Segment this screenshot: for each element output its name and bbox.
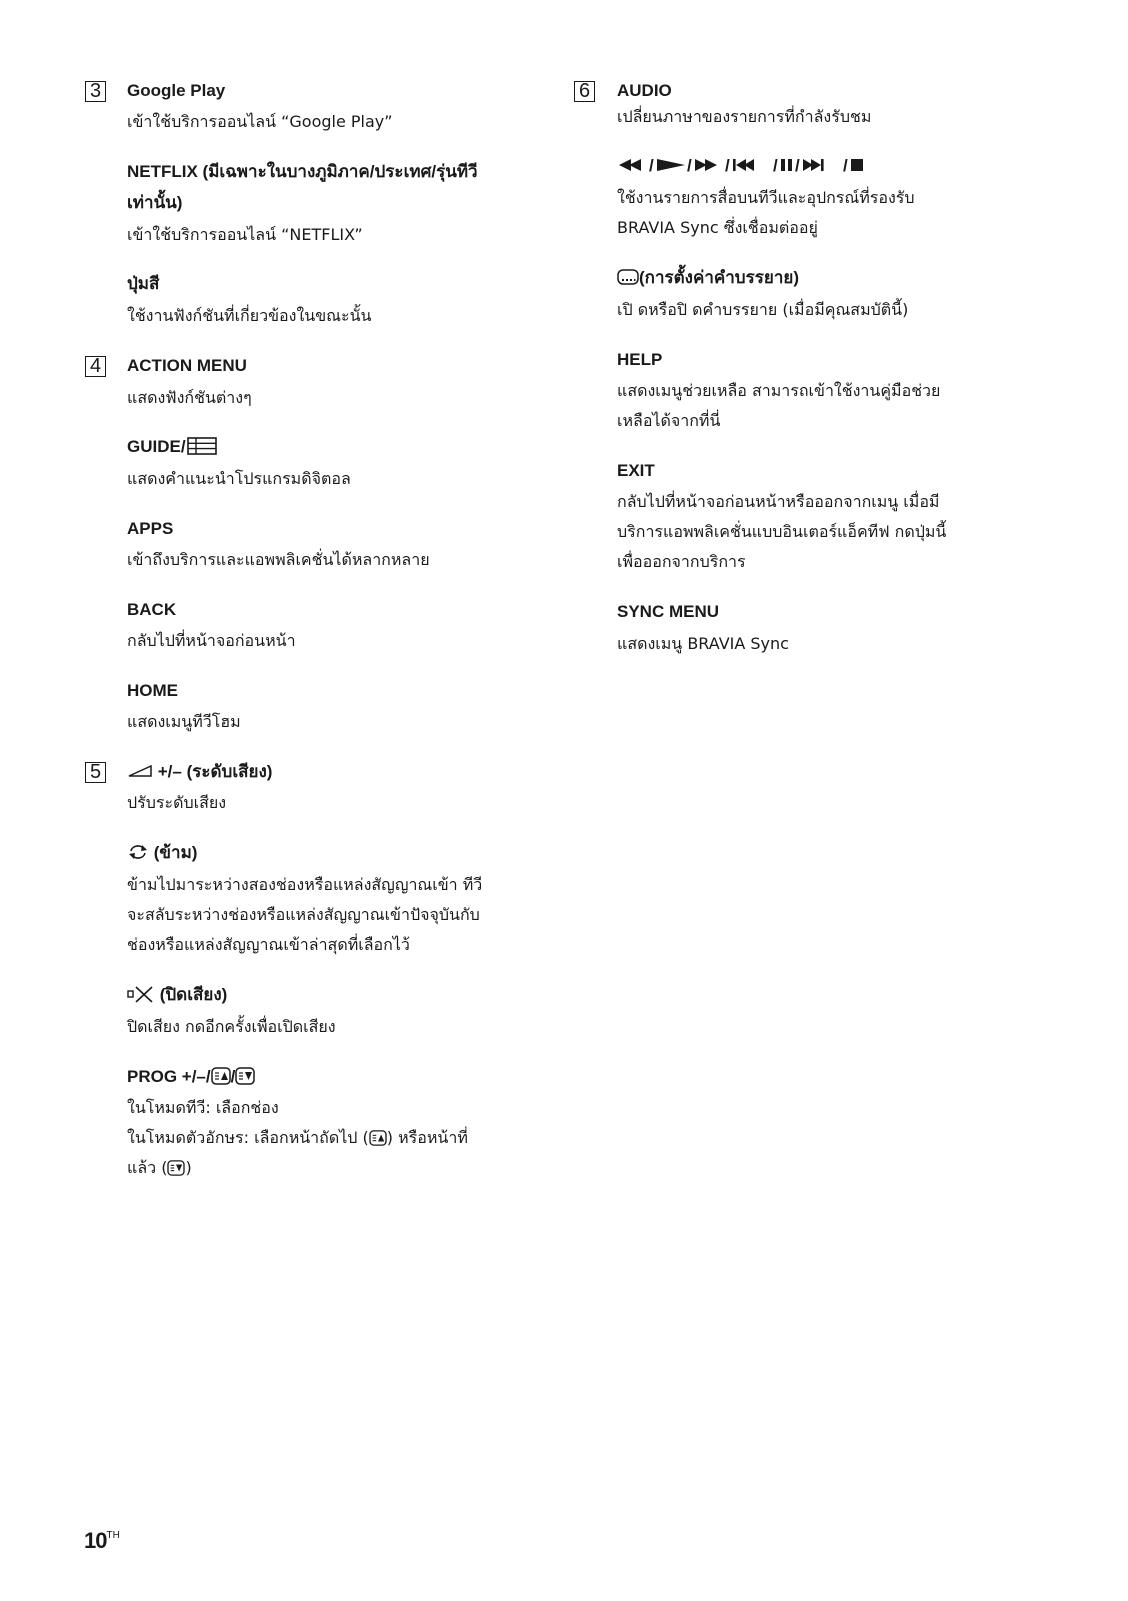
jump-icon xyxy=(127,842,149,862)
mute-desc: ปิดเสียง กดอีกครั้งเพื่อเปิดเสียง xyxy=(127,1017,336,1036)
color-buttons-title: ปุ่มสี xyxy=(127,274,160,293)
prog-title: PROG +/–/ / xyxy=(127,1067,255,1087)
sync-menu-title: SYNC MENU xyxy=(617,602,720,621)
exit-desc-line2: บริการแอพพลิเคชั่นแบบอินเตอร์แอ็คทีฟ กดปุ่มนี้ xyxy=(617,522,947,541)
color-buttons-desc: ใช้งานฟังก์ชันที่เกี่ยวข้องในขณะนั้น xyxy=(127,306,372,325)
subtitle-desc: เปิ ดหรือปิ ดคำบรรยาย (เมื่อมีคุณสมบัตินี้) xyxy=(617,300,909,319)
section-number-5: 5 xyxy=(85,762,106,783)
exit-title: EXIT xyxy=(617,461,655,480)
svg-text:/: / xyxy=(687,156,692,174)
audio-desc: เปลี่ยนภาษาของรายการที่กำลังรับชม xyxy=(617,107,872,126)
section-number-6: 6 xyxy=(574,81,595,102)
help-desc-line2: เหลือได้จากที่นี่ xyxy=(617,411,721,430)
stop-icon xyxy=(851,159,863,171)
next-icon xyxy=(803,159,824,171)
subtitle-icon xyxy=(617,268,639,286)
guide-title-text: GUIDE/ xyxy=(127,437,186,456)
netflix-title-line2: เท่านั้น) xyxy=(127,193,183,212)
jump-desc-line2: จะสลับระหว่างช่องหรือแหล่งสัญญาณเข้าปัจจุบันกับ xyxy=(127,905,480,924)
svg-text:/: / xyxy=(843,156,848,174)
mute-title-text: (ปิดเสียง) xyxy=(159,985,228,1004)
section-number-4: 4 xyxy=(85,356,106,377)
mute-title xyxy=(127,985,227,1005)
audio-title: AUDIO xyxy=(617,81,672,100)
text-page-up-icon xyxy=(211,1067,231,1085)
prog-title-text: PROG +/–/ xyxy=(127,1067,211,1086)
subtitle-title-text: (การตั้งค่าคำบรรยาย) xyxy=(639,268,799,287)
guide-grid-icon xyxy=(187,437,217,455)
prog-desc-line2a: ในโหมดตัวอักษร: เลือกหน้าถัดไป ( xyxy=(127,1128,369,1147)
action-menu-title: ACTION MENU xyxy=(127,356,247,375)
text-page-down-icon-inline xyxy=(167,1160,185,1176)
back-desc: กลับไปที่หน้าจอก่อนหน้า xyxy=(127,631,296,650)
action-menu-desc: แสดงฟังก์ชันต่างๆ xyxy=(127,388,252,407)
svg-text:/: / xyxy=(649,156,654,174)
play-icon xyxy=(657,159,685,171)
previous-icon xyxy=(733,159,754,171)
media-desc-line2: BRAVIA Sync ซึ่งเชื่อมต่ออยู่ xyxy=(617,218,818,237)
subtitle-title xyxy=(617,268,799,288)
prog-desc-line1: ในโหมดทีวี: เลือกช่อง xyxy=(127,1098,279,1117)
netflix-title-line1: NETFLIX (มีเฉพาะในบางภูมิภาค/ประเทศ/รุ่นทีวี xyxy=(127,162,478,181)
volume-title-text: +/– (ระดับเสียง) xyxy=(157,762,273,781)
text-page-down-icon xyxy=(235,1067,255,1085)
svg-text:/: / xyxy=(725,156,730,174)
netflix-desc: เข้าใช้บริการออนไลน์ “NETFLIX” xyxy=(127,225,363,244)
home-desc: แสดงเมนูทีวีโฮม xyxy=(127,712,241,731)
google-play-title: Google Play xyxy=(127,81,226,100)
section-number-3: 3 xyxy=(85,81,106,102)
help-desc-line1: แสดงเมนูช่วยเหลือ สามารถเข้าใช้งานคู่มือช่วย xyxy=(617,381,941,400)
jump-title-text: (ข้าม) xyxy=(153,843,198,862)
help-title: HELP xyxy=(617,350,663,369)
text-page-up-icon-inline xyxy=(369,1130,387,1146)
media-desc-line1: ใช้งานรายการสื่อบนทีวีและอุปกรณ์ที่รองรับ xyxy=(617,188,915,207)
back-title: BACK xyxy=(127,600,177,619)
pause-icon xyxy=(781,159,792,171)
guide-desc: แสดงคำแนะนำโปรแกรมดิจิตอล xyxy=(127,469,351,488)
volume-desc: ปรับระดับเสียง xyxy=(127,793,227,812)
exit-desc-line1: กลับไปที่หน้าจอก่อนหน้าหรือออกจากเมนู เมื่อมี xyxy=(617,492,940,511)
rewind-icon xyxy=(619,159,641,171)
home-title: HOME xyxy=(127,681,178,700)
mute-icon xyxy=(127,984,155,1004)
prog-desc-line3b: ) xyxy=(185,1158,192,1177)
media-controls-icons xyxy=(617,156,877,174)
svg-text:/: / xyxy=(795,156,800,174)
prog-desc-line3a: แล้ว ( xyxy=(127,1158,168,1177)
page-number xyxy=(84,1528,120,1554)
google-play-desc: เข้าใช้บริการออนไลน์ “Google Play” xyxy=(127,112,393,131)
sync-menu-desc: แสดงเมนู BRAVIA Sync xyxy=(617,634,789,653)
apps-title: APPS xyxy=(127,519,174,538)
exit-desc-line3: เพื่อออกจากบริการ xyxy=(617,552,746,571)
prog-desc-line2b: ) หรือหน้าที่ xyxy=(386,1128,468,1147)
svg-text:/: / xyxy=(773,156,778,174)
guide-title xyxy=(127,437,217,457)
fast-forward-icon xyxy=(695,159,717,171)
jump-desc-line3: ช่องหรือแหล่งสัญญาณเข้าล่าสุดที่เลือกไว้ xyxy=(127,935,410,954)
jump-desc-line1: ข้ามไปมาระหว่างสองช่องหรือแหล่งสัญญาณเข้า ทีวี xyxy=(127,875,483,894)
prog-desc-line2 xyxy=(127,1128,468,1148)
prog-desc-line3 xyxy=(127,1158,192,1178)
apps-desc: เข้าถึงบริการและแอพพลิเคชั่นได้หลากหลาย xyxy=(127,550,430,569)
volume-icon xyxy=(127,764,153,778)
page-number-value: 10 xyxy=(84,1528,107,1553)
volume-title xyxy=(127,762,272,782)
media-controls xyxy=(617,156,877,179)
page-language-suffix: TH xyxy=(106,1530,120,1541)
jump-title xyxy=(127,843,197,863)
